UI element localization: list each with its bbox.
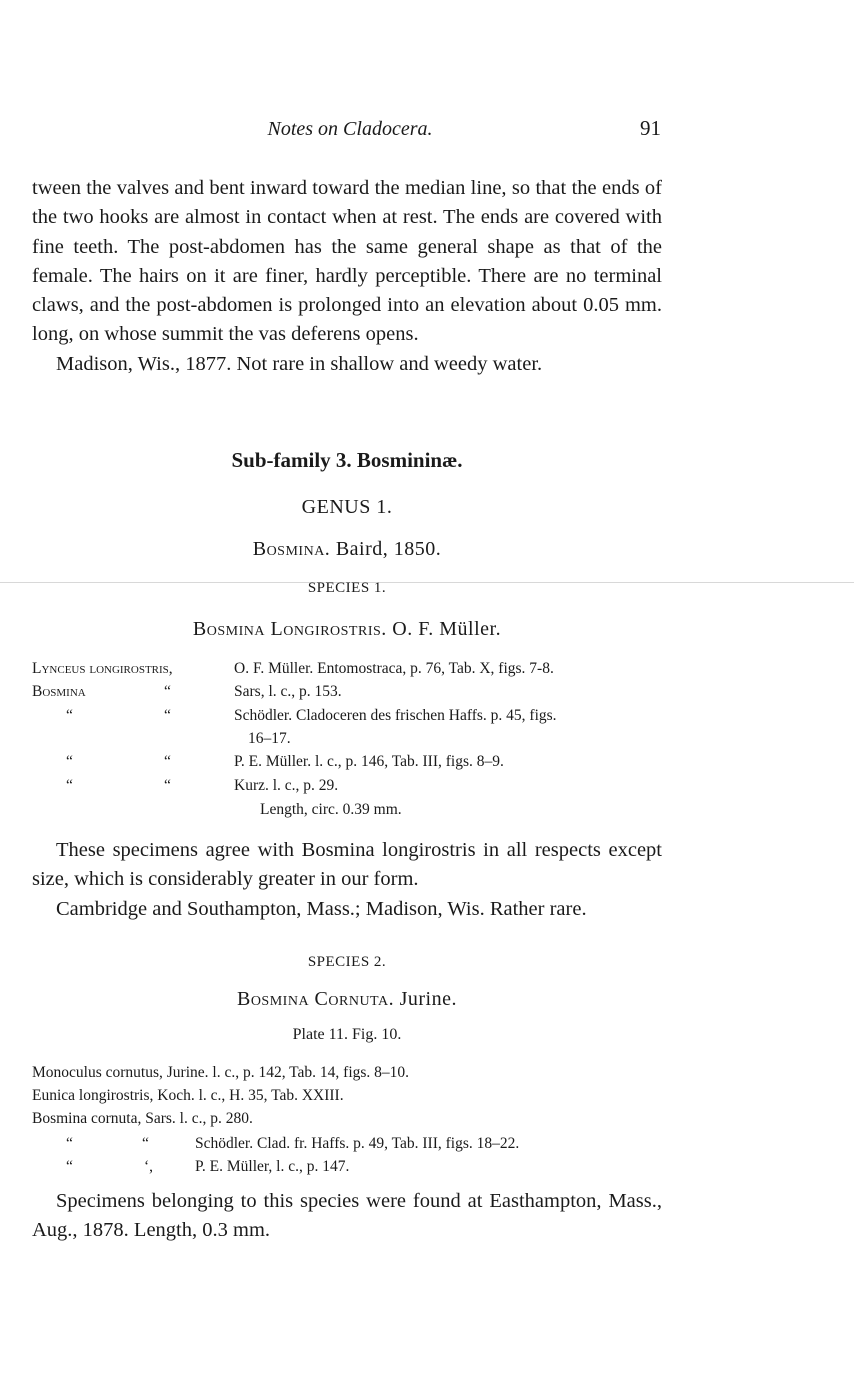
- paragraph: Cambridge and Southampton, Mass.; Madison, Wis. Rather rare.: [56, 897, 587, 920]
- synonym-text: Schödler. Cladoceren des frischen Haffs. p. 45, figs.: [234, 707, 557, 724]
- running-title: Notes on Cladocera.: [267, 118, 433, 140]
- synonym-text: O. F. Müller. Entomostraca, p. 76, Tab. X, figs. 7-8.: [234, 660, 554, 677]
- synonym-text: P. E. Müller. l. c., p. 146, Tab. III, figs. 8–9.: [234, 753, 504, 770]
- species-2-author: Jurine.: [399, 988, 457, 1010]
- paragraph: Specimens belonging to this species were found at Easthampton, Mass., Aug., 1878. Length, 0.3 mm.: [32, 1190, 662, 1242]
- synonym-text: Eunica longirostris, Koch. l. c., H. 35, Tab. XXIII.: [32, 1087, 344, 1104]
- genus-author: Baird, 1850.: [335, 538, 442, 560]
- paragraph: Madison, Wis., 1877. Not rare in shallow and weedy water.: [56, 352, 543, 375]
- synonym-genus: Bosmina: [32, 683, 86, 700]
- synonym-text: Kurz. l. c., p. 29.: [234, 777, 339, 794]
- genus-heading: GENUS 1.: [301, 496, 393, 518]
- species-2-name: Bosmina Cornuta.: [236, 988, 395, 1010]
- ditto-mark: “: [66, 707, 73, 724]
- species-2-name-line: [32, 988, 662, 1011]
- subfamily-heading: Sub-family 3. Bosmininæ.: [231, 448, 463, 472]
- synonym-text: P. E. Müller, l. c., p. 147.: [195, 1158, 350, 1175]
- synonym-genus: Lynceus longirostris,: [32, 660, 173, 677]
- synonym-text: Sars, l. c., p. 153.: [234, 683, 342, 700]
- ditto-mark: “: [164, 707, 171, 724]
- species-1-name: Bosmina Longirostris.: [192, 618, 387, 640]
- ditto-mark: “: [164, 683, 171, 700]
- synonym-text: Bosmina cornuta, Sars. l. c., p. 280.: [32, 1110, 253, 1127]
- ditto-mark: “: [142, 1135, 149, 1152]
- ditto-mark: “: [66, 777, 73, 794]
- ditto-mark: “: [66, 753, 73, 770]
- genus-name: Bosmina.: [252, 538, 331, 560]
- species-1-author: O. F. Müller.: [392, 618, 502, 640]
- synonym-text: 16–17.: [248, 730, 291, 747]
- ditto-mark: “: [66, 1135, 73, 1152]
- species-1-name-line: [32, 618, 662, 641]
- synonym-text: Schödler. Clad. fr. Haffs. p. 49, Tab. III, figs. 18–22.: [195, 1135, 520, 1152]
- species-1-heading: SPECIES 1.: [307, 580, 387, 596]
- plate-reference: Plate 11. Fig. 10.: [292, 1026, 402, 1043]
- species-2-text: [32, 1187, 662, 1246]
- species-1-text: [32, 836, 662, 924]
- species-1-length: Length, circ. 0.39 mm.: [260, 801, 402, 818]
- ditto-mark: “: [164, 777, 171, 794]
- species-2-heading: SPECIES 2.: [307, 954, 387, 970]
- ditto-mark: “: [66, 1158, 73, 1175]
- intro-text: [32, 174, 662, 379]
- paragraph: These specimens agree with Bosmina longirostris in all respects except size, which is considerably greater in our form.: [32, 839, 662, 891]
- paragraph: tween the valves and bent inward toward the median line, so that the ends of the two hooks are almost in contact when at rest. The ends are covered with fine teeth. The post-abdomen has the same general shape as that of the female. The hairs on it are finer, hardly perceptible. There are no terminal claws, and the post-abdomen is prolonged into an elevation about 0.05 mm. long, on whose summit the vas deferens opens.: [32, 177, 662, 346]
- ditto-mark: “: [164, 753, 171, 770]
- ditto-mark: ‘,: [144, 1158, 154, 1175]
- page-number: 91: [640, 116, 661, 140]
- synonym-text: Monoculus cornutus, Jurine. l. c., p. 142, Tab. 14, figs. 8–10.: [32, 1064, 410, 1081]
- genus-name-line: [32, 538, 662, 561]
